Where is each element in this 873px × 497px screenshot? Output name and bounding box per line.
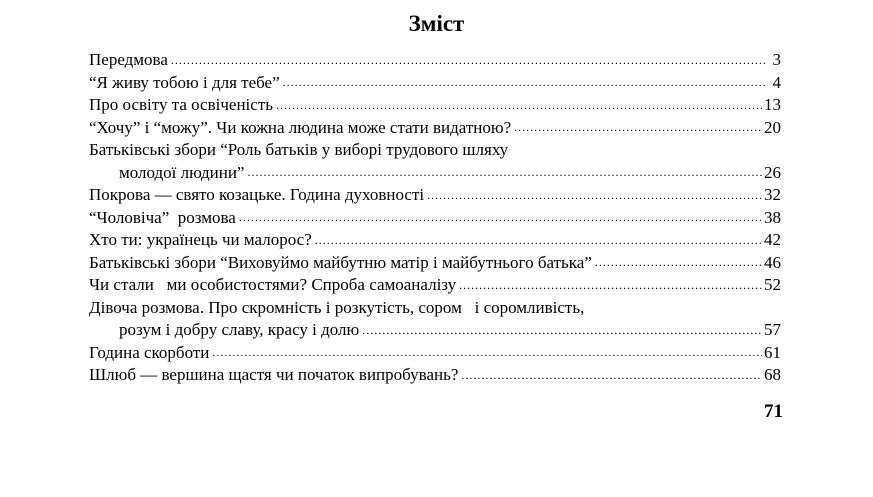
toc-entry-title: Година скорботи [89,342,210,362]
toc-entry-title: Шлюб — вершина щастя чи початок випробувань? [89,365,459,384]
toc-entry-title: Батьківські збори “Виховуймо майбутню матір і майбутнього батька” [89,252,592,272]
toc-entry-page: 68 [764,365,781,384]
toc-entry [89,94,781,117]
toc-entry-page: 46 [764,252,781,272]
toc-entry-title: Передмова [89,50,168,69]
dot-leader [247,163,762,181]
toc-entry [89,252,781,275]
toc-entry-page: 57 [764,320,781,339]
toc-entry [89,297,781,320]
dot-leader [459,276,762,294]
dot-leader [427,186,762,204]
toc-entry-title: Хто ти: українець чи малорос? [89,230,312,249]
toc-entry-page: 20 [764,117,781,137]
dot-leader [283,73,767,91]
toc-entry [89,274,781,297]
toc-entry-title-continuation: молодої людини” [119,162,245,182]
dot-leader [595,253,762,271]
toc-entry-page: 38 [764,207,781,227]
dot-leader [461,366,762,384]
page-number: 71 [764,401,783,422]
toc-entry [89,364,781,387]
contents-heading: Зміст [408,11,465,36]
toc-entry-title: Покрова — свято козацьке. Година духовності [89,185,425,204]
toc-entry-title: Про освіту та освіченість [89,95,273,114]
table-of-contents [89,49,781,387]
toc-entry-title: “Я живу тобою і для тебе” [89,72,280,92]
dot-leader [362,321,762,339]
toc-entry-page: 13 [764,95,781,114]
toc-entry-page: 42 [764,230,781,249]
toc-entry-title: “Хочу” і “можу”. Чи кожна людина може стати видатною? [89,117,512,137]
toc-entry [89,49,781,72]
toc-entry-title: Чи стали ми особистостями? Спроба самоаналізу [89,275,457,294]
dot-leader [171,51,767,69]
toc-entry-page: 4 [772,72,781,92]
toc-entry [89,184,781,207]
toc-entry-title: Батьківські збори “Роль батьків у виборі трудового шляху [89,140,509,159]
toc-entry [89,72,781,95]
toc-entry-title: “Чоловіча” розмова [89,207,236,227]
toc-entry [89,229,781,252]
toc-entry-title-continuation: розум і добру славу, красу і долю [119,320,360,339]
toc-entry-continuation [89,319,781,342]
toc-entry-page: 52 [764,275,781,294]
toc-entry-page: 3 [772,50,781,69]
toc-entry-page: 32 [764,185,781,204]
dot-leader [212,343,762,361]
toc-entry [89,342,781,365]
dot-leader [239,208,762,226]
toc-entry [89,207,781,230]
toc-entry-page: 26 [764,162,781,182]
toc-entry-page: 61 [764,342,781,362]
dot-leader [514,118,762,136]
toc-entry-continuation [89,162,781,185]
dot-leader [276,96,762,114]
toc-entry-title: Дівоча розмова. Про скромність і розкутість, сором і соромливість, [89,297,585,317]
toc-entry [89,117,781,140]
toc-entry [89,139,781,162]
dot-leader [315,231,762,249]
